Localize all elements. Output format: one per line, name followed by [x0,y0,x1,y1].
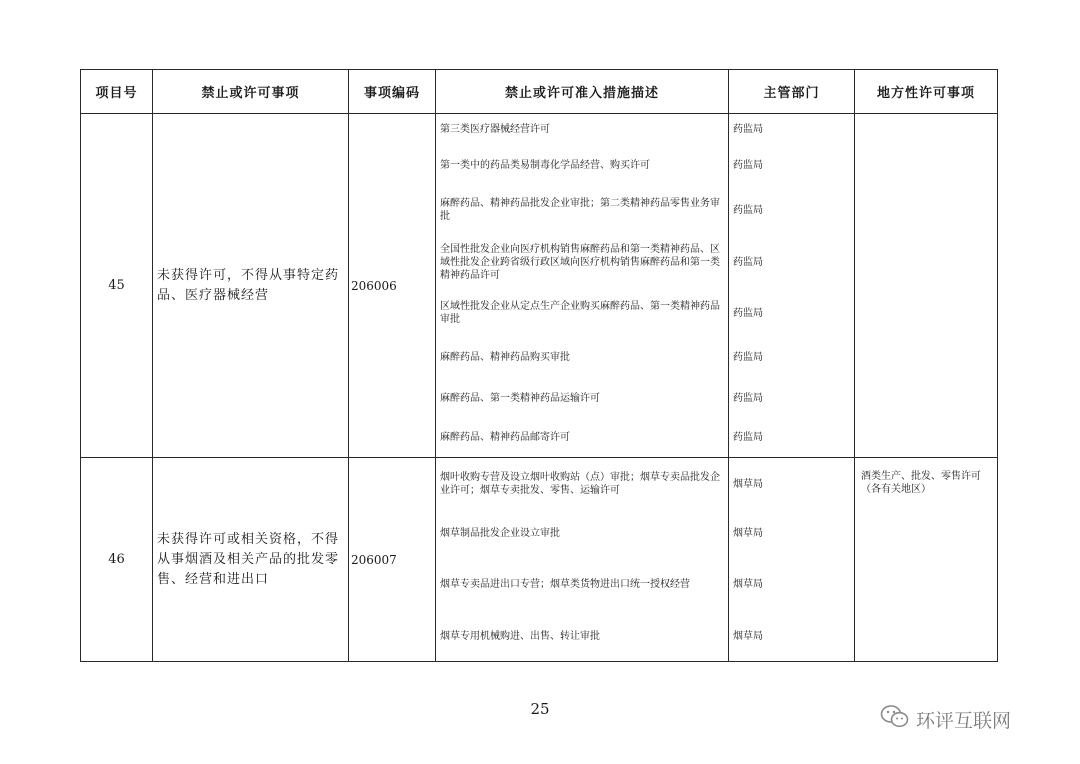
description-item: 全国性批发企业向医疗机构销售麻醉药品和第一类精神药品、区域性批发企业跨省级行政区域向医疗机构销售麻醉药品和第一类精神药品许可 [440,243,720,281]
watermark [880,704,1011,735]
row-departments [729,458,855,662]
header-measure-description: 禁止或许可准入措施描述 [436,70,729,114]
page-number: 25 [530,700,550,718]
department-item: 药监局 [733,351,763,363]
department-item: 烟草局 [733,630,763,642]
row-code: 206006 [349,114,436,458]
row-descriptions [436,458,729,662]
department-item: 烟草局 [733,527,763,539]
header-local-permit: 地方性许可事项 [855,70,998,114]
row-local-permit [855,114,998,458]
department-item: 药监局 [733,204,763,216]
department-item: 药监局 [733,392,763,404]
description-item: 烟草专用机械购进、出售、转让审批 [440,630,600,642]
row-number: 46 [81,458,153,662]
row-descriptions [436,114,729,458]
header-department: 主管部门 [729,70,855,114]
watermark-text: 环评互联网 [916,710,1012,732]
header-item-number: 项目号 [81,70,153,114]
header-item-code: 事项编码 [349,70,436,114]
wechat-icon [880,704,910,735]
description-item: 麻醉药品、第一类精神药品运输许可 [440,392,600,404]
description-item: 麻醉药品、精神药品批发企业审批；第二类精神药品零售业务审批 [440,198,720,222]
row-local-permit: 酒类生产、批发、零售许可（各有关地区） [855,458,998,662]
row-code: 206007 [349,458,436,662]
table-row [81,458,998,662]
row-title: 未获得许可，不得从事特定药品、医疗器械经营 [153,114,349,458]
row-title: 未获得许可或相关资格，不得从事烟酒及相关产品的批发零售、经营和进出口 [153,458,349,662]
row-number: 45 [81,114,153,458]
description-item: 麻醉药品、精神药品邮寄许可 [440,431,570,443]
description-item: 第一类中的药品类易制毒化学品经营、购买许可 [440,159,650,171]
department-item: 药监局 [733,123,763,135]
department-item: 烟草局 [733,578,763,590]
description-item: 麻醉药品、精神药品购买审批 [440,351,570,363]
description-item: 烟草专卖品进出口专营；烟草类货物进出口统一授权经营 [440,578,690,590]
permit-table [80,69,998,662]
department-item: 药监局 [733,159,763,171]
header-item-name: 禁止或许可事项 [153,70,349,114]
department-item: 药监局 [733,431,763,443]
description-item: 烟叶收购专营及设立烟叶收购站（点）审批；烟草专卖品批发企业许可；烟草专卖批发、零售、运输许可 [440,472,720,496]
description-item: 烟草制品批发企业设立审批 [440,527,560,539]
description-item: 区域性批发企业从定点生产企业购买麻醉药品、第一类精神药品审批 [440,301,720,325]
department-item: 烟草局 [733,478,763,490]
table-row [81,114,998,458]
department-item: 药监局 [733,256,763,268]
department-item: 药监局 [733,307,763,319]
description-item: 第三类医疗器械经营许可 [440,123,550,135]
table-header-row [81,70,998,114]
row-departments [729,114,855,458]
